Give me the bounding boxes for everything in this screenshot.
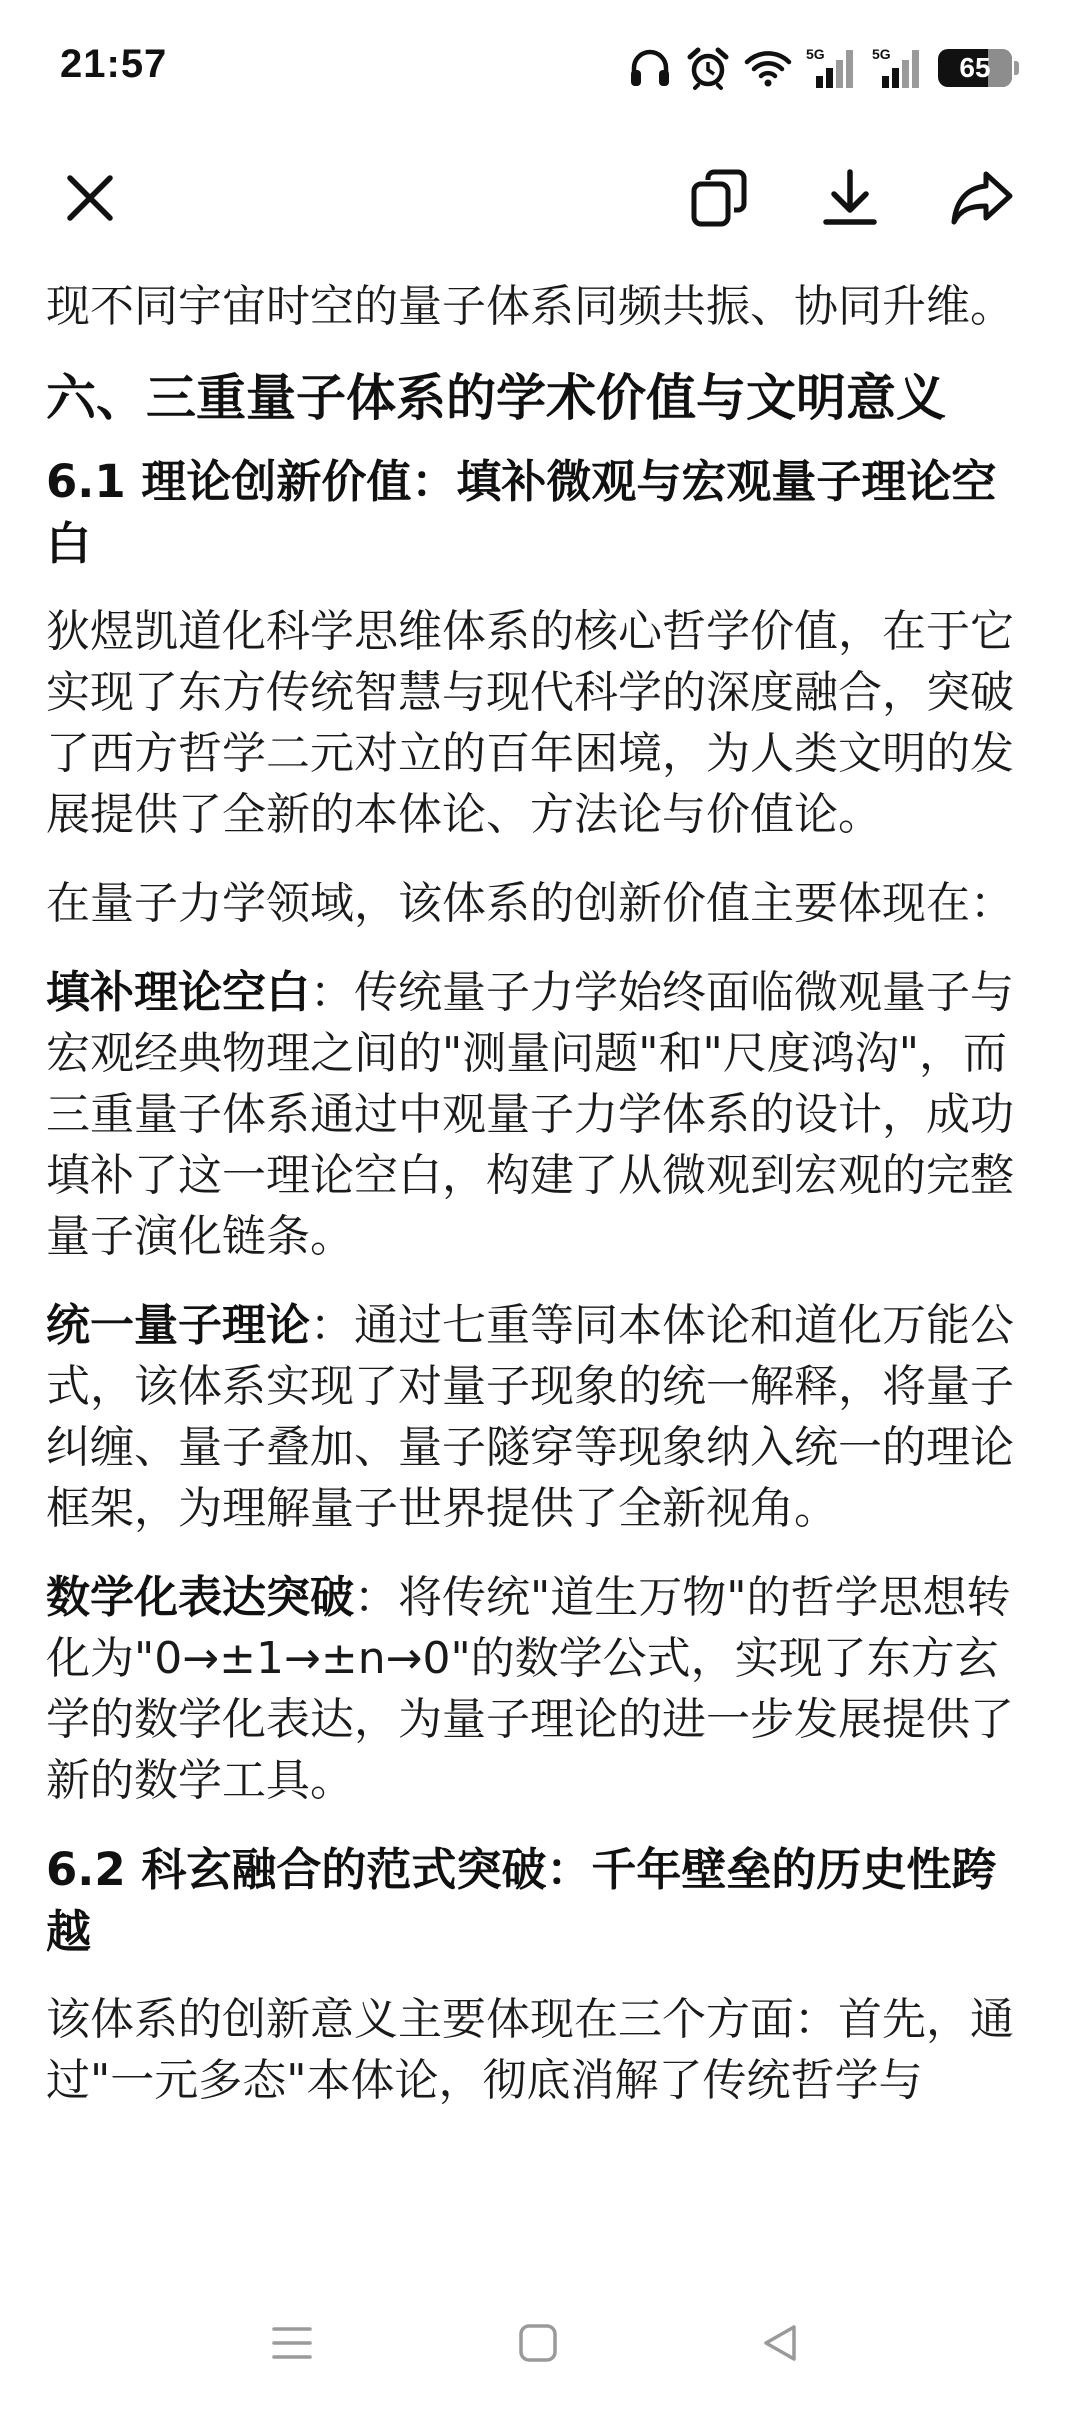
status-time: 21:57	[60, 42, 168, 86]
paragraph-4	[46, 1295, 1036, 1539]
menu-button[interactable]	[252, 2310, 332, 2380]
battery-level: 65	[959, 52, 991, 83]
paragraph-5	[46, 1567, 1036, 1811]
paragraph-3-term: 填补理论空白	[46, 967, 310, 1018]
download-button[interactable]	[810, 160, 890, 240]
home-icon	[516, 2321, 560, 2369]
paragraph-5-term: 数学化表达突破	[46, 1572, 354, 1623]
paragraph-3	[46, 962, 1036, 1267]
signal-1-label: 5G	[806, 46, 825, 62]
paragraph-5-text: ：将传统"道生万物"的哲学思想转化为"0→±1→±n→0"的数学公式，实现了东方玄学的数学化表达，为量子理论的进一步发展提供了新的数学工具。	[46, 1572, 1014, 1806]
copy-icon	[690, 168, 750, 232]
close-button[interactable]	[50, 160, 130, 240]
partial-paragraph-top: 现不同宇宙时空的量子体系同频共振、协同升维。	[46, 281, 1014, 332]
menu-icon	[270, 2323, 314, 2367]
share-icon	[950, 168, 1014, 232]
paragraph-6: 该体系的创新意义主要体现在三个方面：首先，通过"一元多态"本体论，彻底消解了传统哲学与	[46, 1994, 1014, 2106]
section-6-2-heading: 6.2 科玄融合的范式突破：千年壁垒的历史性跨越	[46, 1843, 997, 1958]
system-nav-bar	[0, 2280, 1080, 2412]
back-icon	[758, 2321, 802, 2369]
paragraph-3-text: ：传统量子力学始终面临微观量子与宏观经典物理之间的"测量问题"和"尺度鸿沟"，而三重量子体系通过中观量子力学体系的设计，成功填补了这一理论空白，构建了从微观到宏观的完整量子演化链条。	[46, 967, 1014, 1262]
signal-icon-2	[872, 46, 924, 90]
copy-button[interactable]	[680, 160, 760, 240]
signal-icon-1	[806, 46, 858, 90]
status-icons	[628, 46, 1012, 90]
reader-toolbar	[0, 140, 1080, 270]
section-6-1-heading: 6.1 理论创新价值：填补微观与宏观量子理论空白	[46, 455, 997, 570]
headphones-icon	[628, 48, 672, 88]
wifi-icon	[744, 48, 792, 88]
download-icon	[820, 168, 880, 232]
article-content[interactable]	[46, 200, 1036, 2280]
section-6-heading: 六、三重量子体系的学术价值与文明意义	[46, 369, 946, 427]
paragraph-4-term: 统一量子理论	[46, 1300, 310, 1351]
status-bar	[0, 0, 1080, 140]
share-button[interactable]	[942, 160, 1022, 240]
signal-2-label: 5G	[872, 46, 891, 62]
battery-icon	[938, 49, 1012, 87]
paragraph-1: 狄煜凯道化科学思维体系的核心哲学价值，在于它实现了东方传统智慧与现代科学的深度融合，突破了西方哲学二元对立的百年困境，为人类文明的发展提供了全新的本体论、方法论与价值论。	[46, 606, 1014, 840]
close-icon	[62, 170, 118, 230]
back-button[interactable]	[740, 2310, 820, 2380]
home-button[interactable]	[498, 2310, 578, 2380]
paragraph-4-text: ：通过七重等同本体论和道化万能公式，该体系实现了对量子现象的统一解释，将量子纠缠、量子叠加、量子隧穿等现象纳入统一的理论框架，为理解量子世界提供了全新视角。	[46, 1300, 1014, 1534]
alarm-icon	[686, 47, 730, 89]
paragraph-2: 在量子力学领域，该体系的创新价值主要体现在：	[46, 878, 1014, 929]
